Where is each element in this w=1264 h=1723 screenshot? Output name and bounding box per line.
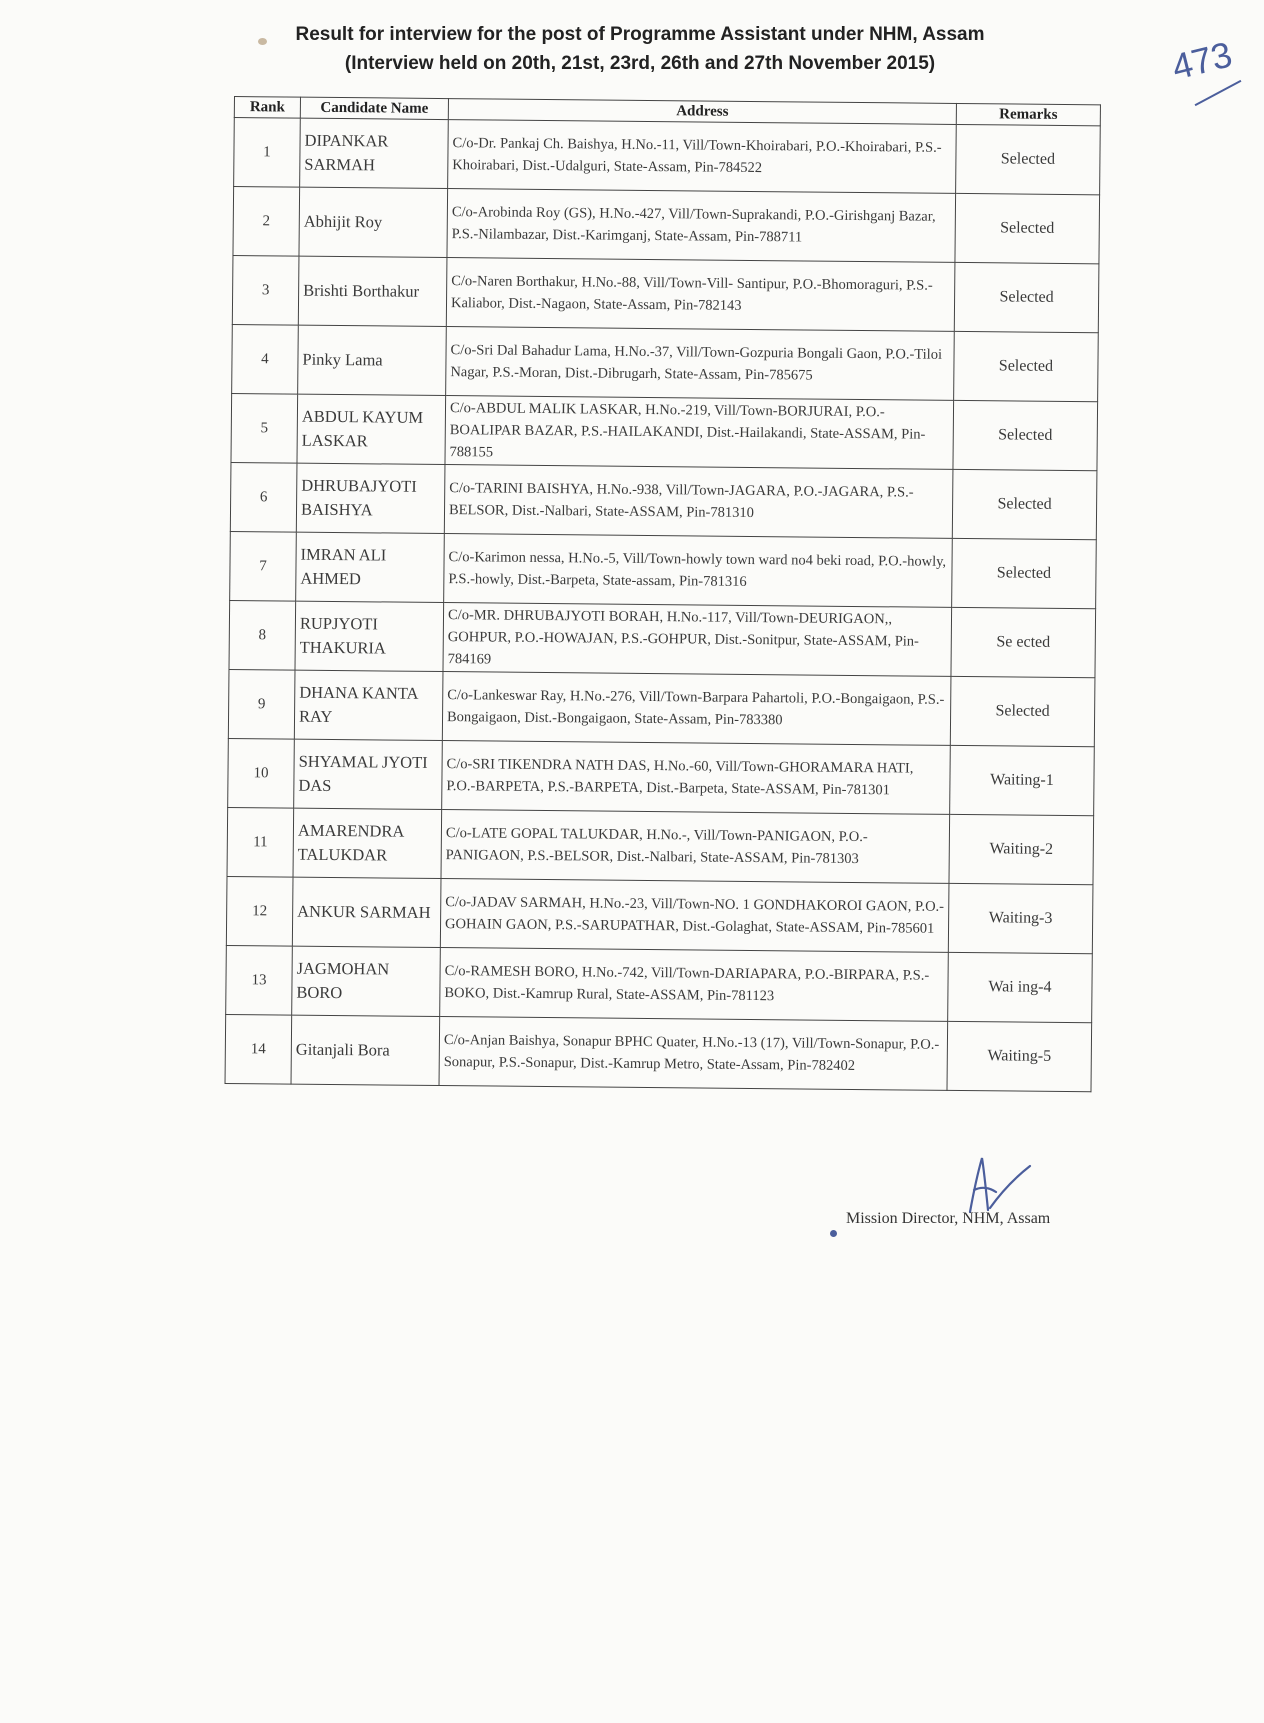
rank-cell: 11 bbox=[227, 807, 294, 877]
table-row bbox=[232, 324, 1099, 401]
title-line-2: (Interview held on 20th, 21st, 23rd, 26th and 27th November 2015) bbox=[344, 53, 936, 74]
remarks-cell: Selected bbox=[952, 538, 1097, 608]
handwritten-page-number: 473 bbox=[1167, 33, 1237, 88]
remarks-cell: Selected bbox=[954, 331, 1099, 401]
rank-cell: 14 bbox=[225, 1014, 292, 1084]
candidate-name-cell: ABDUL KAYUM LASKAR bbox=[297, 394, 446, 464]
rank-cell: 4 bbox=[232, 324, 299, 394]
candidate-name-cell: JAGMOHAN BORO bbox=[292, 946, 441, 1016]
page-number-underline bbox=[1195, 80, 1242, 106]
address-cell: C/o-JADAV SARMAH, H.No.-23, Vill/Town-NO. 1 GONDHAKOROI GAON, P.O.-GOHAIN GAON, P.S.-SARUPATHAR, Dist.-Golaghat, State-ASSAM, Pin-785601 bbox=[440, 879, 949, 953]
table-row bbox=[225, 1014, 1092, 1091]
address-cell: C/o-Dr. Pankaj Ch. Baishya, H.No.-11, Vill/Town-Khoirabari, P.O.-Khoirabari, P.S.-Khoirabari, Dist.-Udalguri, State-Assam, Pin-784522 bbox=[448, 120, 957, 194]
address-cell: C/o-Lankeswar Ray, H.No.-276, Vill/Town-Barpara Pahartoli, P.O.-Bongaigaon, P.S.-Bongaigaon, Dist.-Bongaigaon, State-Assam, Pin-783380 bbox=[442, 672, 951, 746]
signatory-designation: Mission Director, NHM, Assam bbox=[846, 1210, 1051, 1227]
rank-cell: 12 bbox=[226, 876, 293, 946]
table-row bbox=[234, 118, 1101, 195]
address-cell: C/o-SRI TIKENDRA NATH DAS, H.No.-60, Vill/Town-GHORAMARA HATI, P.O.-BARPETA, P.S.-BARPETA, Dist.-Barpeta, State-ASSAM, Pin-781301 bbox=[442, 741, 951, 815]
rank-cell: 3 bbox=[232, 255, 299, 325]
remarks-cell: Wai ing-4 bbox=[948, 952, 1093, 1022]
signature-block bbox=[830, 1150, 1110, 1230]
candidate-name-cell: Pinky Lama bbox=[298, 325, 447, 395]
page-title bbox=[250, 20, 1030, 78]
remarks-cell: Selected bbox=[954, 262, 1099, 332]
candidate-name-cell: Brishti Borthakur bbox=[298, 256, 447, 326]
candidate-name-cell: DIPANKAR SARMAH bbox=[300, 118, 449, 188]
column-header-rank: Rank bbox=[234, 97, 300, 119]
candidate-name-cell: ANKUR SARMAH bbox=[292, 877, 441, 947]
candidate-name-cell: Gitanjali Bora bbox=[291, 1015, 440, 1085]
rank-cell: 9 bbox=[228, 669, 295, 739]
column-header-remarks: Remarks bbox=[956, 103, 1100, 125]
candidate-name-cell: DHRUBAJYOTI BAISHYA bbox=[296, 463, 445, 533]
candidate-name-cell: Abhijit Roy bbox=[299, 187, 448, 257]
remarks-cell: Waiting-2 bbox=[949, 814, 1094, 884]
table-row bbox=[228, 738, 1095, 815]
table-row bbox=[227, 807, 1094, 884]
table-row bbox=[233, 187, 1100, 264]
candidate-name-cell: AMARENDRA TALUKDAR bbox=[293, 808, 442, 878]
table-row bbox=[230, 531, 1097, 608]
column-header-candidate-name: Candidate Name bbox=[300, 97, 448, 119]
rank-cell: 5 bbox=[231, 393, 298, 463]
table-row bbox=[226, 876, 1093, 953]
rank-cell: 1 bbox=[234, 118, 301, 188]
ink-dot bbox=[830, 1230, 837, 1237]
table-row bbox=[232, 255, 1099, 332]
rank-cell: 7 bbox=[230, 531, 297, 601]
address-cell: C/o-TARINI BAISHYA, H.No.-938, Vill/Town-JAGARA, P.O.-JAGARA, P.S.-BELSOR, Dist.-Nalbari, State-ASSAM, Pin-781310 bbox=[444, 465, 953, 539]
remarks-cell: Waiting-1 bbox=[950, 745, 1095, 815]
remarks-cell: Selected bbox=[950, 676, 1095, 746]
candidate-name-cell: SHYAMAL JYOTI DAS bbox=[294, 739, 443, 809]
address-cell: C/o-Anjan Baishya, Sonapur BPHC Quater, H.No.-13 (17), Vill/Town-Sonapur, P.O.-Sonapur, P.S.-Sonapur, Dist.-Kamrup Metro, State-Assam, Pin-782402 bbox=[439, 1017, 948, 1091]
candidate-name-cell: RUPJYOTI THAKURIA bbox=[295, 601, 444, 671]
rank-cell: 8 bbox=[229, 600, 296, 670]
address-cell: C/o-Karimon nessa, H.No.-5, Vill/Town-howly town ward no4 beki road, P.O.-howly, P.S.-howly, Dist.-Barpeta, State-assam, Pin-781316 bbox=[444, 534, 953, 608]
title-line-1: Result for interview for the post of Programme Assistant under NHM, Assam bbox=[295, 24, 985, 45]
remarks-cell: Waiting-5 bbox=[947, 1021, 1092, 1091]
table-row bbox=[228, 669, 1095, 746]
address-cell: C/o-Sri Dal Bahadur Lama, H.No.-37, Vill/Town-Gozpuria Bongali Gaon, P.O.-Tiloi Nagar, P.S.-Moran, Dist.-Dibrugarh, State-Assam, Pin-785675 bbox=[446, 327, 955, 401]
address-cell: C/o-ABDUL MALIK LASKAR, H.No.-219, Vill/Town-BORJURAI, P.O.-BOALIPAR BAZAR, P.S.-HAILAKANDI, Dist.-Hailakandi, State-ASSAM, Pin-788155 bbox=[445, 396, 954, 470]
candidate-name-cell: IMRAN ALI AHMED bbox=[296, 532, 445, 602]
address-cell: C/o-RAMESH BORO, H.No.-742, Vill/Town-DARIAPARA, P.O.-BIRPARA, P.S.-BOKO, Dist.-Kamrup Rural, State-ASSAM, Pin-781123 bbox=[440, 948, 949, 1022]
remarks-cell: Selected bbox=[955, 193, 1100, 263]
rank-cell: 2 bbox=[233, 187, 300, 257]
table-row bbox=[230, 462, 1097, 539]
remarks-cell: Selected bbox=[952, 469, 1097, 539]
table-row bbox=[231, 393, 1098, 470]
rank-cell: 6 bbox=[230, 462, 297, 532]
remarks-cell: Se ected bbox=[951, 607, 1096, 677]
candidate-name-cell: DHANA KANTA RAY bbox=[294, 670, 443, 740]
remarks-cell: Selected bbox=[953, 400, 1098, 470]
address-cell: C/o-Naren Borthakur, H.No.-88, Vill/Town-Vill- Santipur, P.O.-Bhomoraguri, P.S.-Kaliabor, Dist.-Nagaon, State-Assam, Pin-782143 bbox=[446, 258, 955, 332]
address-cell: C/o-LATE GOPAL TALUKDAR, H.No.-, Vill/Town-PANIGAON, P.O.-PANIGAON, P.S.-BELSOR, Dist.-Nalbari, State-ASSAM, Pin-781303 bbox=[441, 810, 950, 884]
rank-cell: 10 bbox=[228, 738, 295, 808]
rank-cell: 13 bbox=[226, 945, 293, 1015]
table-row bbox=[229, 600, 1096, 677]
address-cell: C/o-Arobinda Roy (GS), H.No.-427, Vill/Town-Suprakandi, P.O.-Girishganj Bazar, P.S.-Nilambazar, Dist.-Karimganj, State-Assam, Pin-788711 bbox=[447, 189, 956, 263]
table-row bbox=[226, 945, 1093, 1022]
results-table bbox=[225, 96, 1101, 1092]
address-cell: C/o-MR. DHRUBAJYOTI BORAH, H.No.-117, Vill/Town-DEURIGAON,, GOHPUR, P.O.-HOWAJAN, P.S.-GOHPUR, Dist.-Sonitpur, State-ASSAM, Pin-784169 bbox=[443, 603, 952, 677]
remarks-cell: Selected bbox=[956, 124, 1101, 194]
remarks-cell: Waiting-3 bbox=[948, 883, 1093, 953]
column-header-address: Address bbox=[448, 99, 956, 125]
